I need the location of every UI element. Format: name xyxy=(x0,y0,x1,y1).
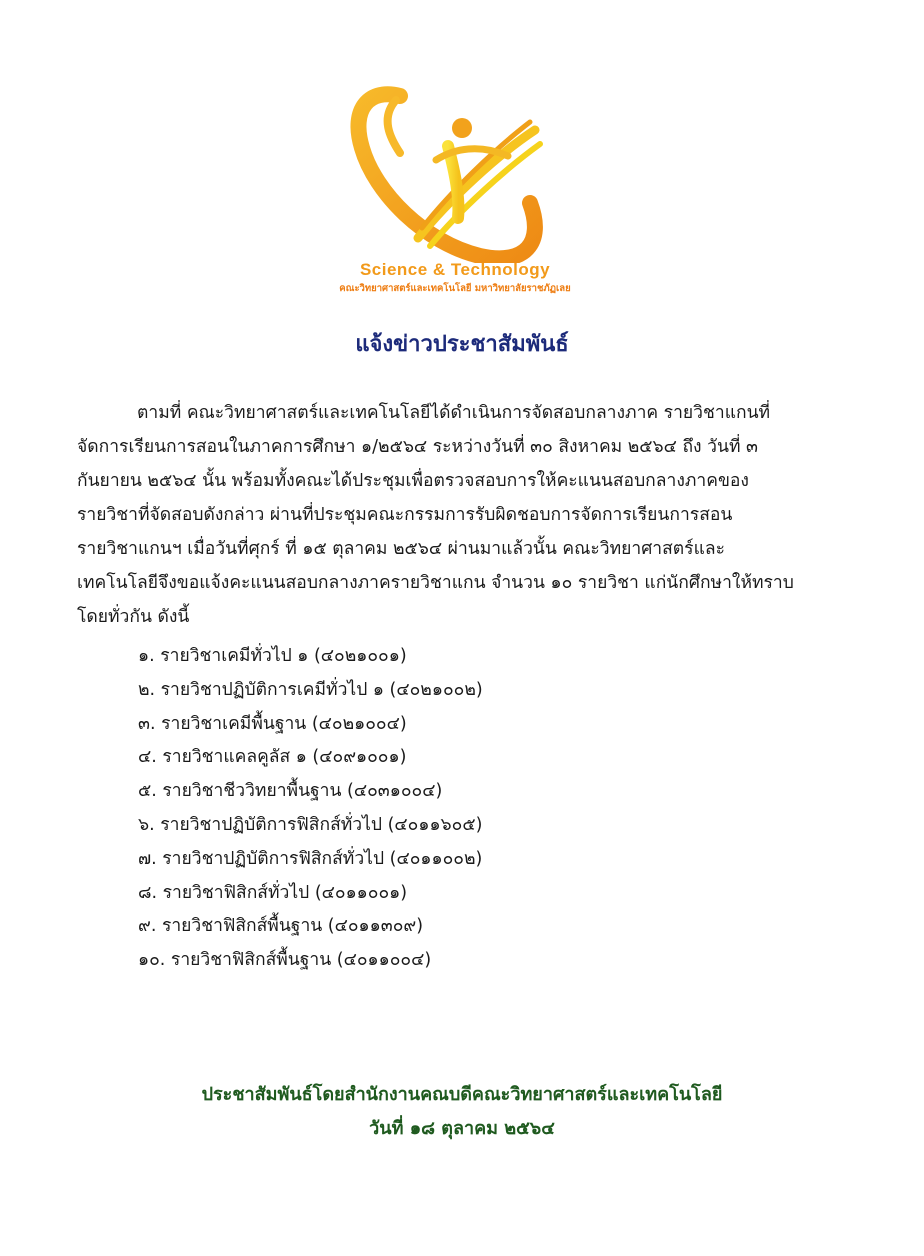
body-line: โดยทั่วกัน ดังนี้ xyxy=(77,607,190,627)
course-item: ๒. รายวิชาปฏิบัติการเคมีทั่วไป ๑ (๔๐๒๑๐๐๒) xyxy=(138,679,483,700)
body-line: กันยายน ๒๕๖๔ นั้น พร้อมทั้งคณะได้ประชุมเพื่อตรวจสอบการให้คะแนนสอบกลางภาคของ xyxy=(77,471,749,491)
course-item: ๔. รายวิชาแคลคูลัส ๑ (๔๐๙๑๐๐๑) xyxy=(138,747,407,768)
logo-text-thai: คณะวิทยาศาสตร์และเทคโนโลยี มหาวิทยาลัยราชภัฏเลย xyxy=(339,283,571,294)
course-item: ๘. รายวิชาฟิสิกส์ทั่วไป (๔๐๑๑๐๐๑) xyxy=(138,882,408,903)
course-item: ๓. รายวิชาเคมีพื้นฐาน (๔๐๒๑๐๐๔) xyxy=(138,713,407,734)
footer-publisher: ประชาสัมพันธ์โดยสำนักงานคณบดีคณะวิทยาศาสตร์และเทคโนโลยี xyxy=(201,1084,723,1105)
science-technology-logo-icon xyxy=(330,78,580,263)
body-line: เทคโนโลยีจึงขอแจ้งคะแนนสอบกลางภาครายวิชาแกน จำนวน ๑๐ รายวิชา แก่นักศึกษาให้ทราบ xyxy=(77,573,794,593)
course-item: ๑. รายวิชาเคมีทั่วไป ๑ (๔๐๒๑๐๐๑) xyxy=(138,646,407,666)
course-item: ๖. รายวิชาปฏิบัติการฟิสิกส์ทั่วไป (๔๐๑๑๖๐๕) xyxy=(138,814,483,835)
body-line: รายวิชาแกนฯ เมื่อวันที่ศุกร์ ที่ ๑๕ ตุลาคม ๒๕๖๔ ผ่านมาแล้วนั้น คณะวิทยาศาสตร์และ xyxy=(77,539,725,559)
logo-text-english: Science & Technology xyxy=(359,260,551,279)
faculty-logo xyxy=(330,78,580,300)
course-item: ๗. รายวิชาปฏิบัติการฟิสิกส์ทั่วไป (๔๐๑๑๐๐๒) xyxy=(138,848,483,869)
announcement-footer xyxy=(0,1078,924,1146)
announcement-body xyxy=(77,396,835,634)
course-item: ๕. รายวิชาชีววิทยาพื้นฐาน (๔๐๓๑๐๐๔) xyxy=(138,781,443,802)
body-line: รายวิชาที่จัดสอบดังกล่าว ผ่านที่ประชุมคณะกรรมการรับผิดชอบการจัดการเรียนการสอน xyxy=(77,505,733,525)
body-line: ตามที่ คณะวิทยาศาสตร์และเทคโนโลยีได้ดำเนินการจัดสอบกลางภาค รายวิชาแกนที่ xyxy=(137,403,771,423)
announcement-title: แจ้งข่าวประชาสัมพันธ์ xyxy=(355,332,569,357)
course-item: ๑๐. รายวิชาฟิสิกส์พื้นฐาน (๔๐๑๑๐๐๔) xyxy=(138,950,432,971)
course-item: ๙. รายวิชาฟิสิกส์พื้นฐาน (๔๐๑๑๓๐๙) xyxy=(138,916,424,937)
body-line: จัดการเรียนการสอนในภาคการศึกษา ๑/๒๕๖๔ ระหว่างวันที่ ๓๐ สิงหาคม ๒๕๖๔ ถึง วันที่ ๓ xyxy=(77,437,759,457)
course-list xyxy=(138,640,738,978)
footer-date: วันที่ ๑๘ ตุลาคม ๒๕๖๔ xyxy=(369,1118,555,1139)
